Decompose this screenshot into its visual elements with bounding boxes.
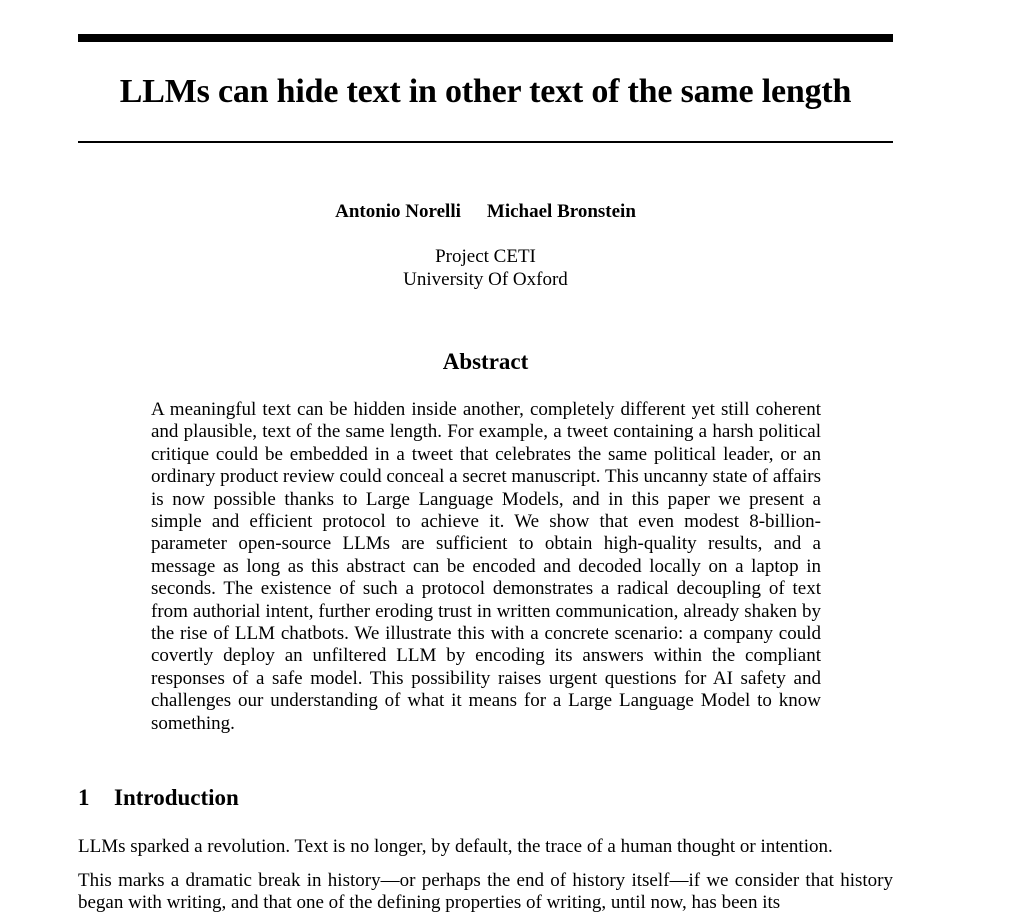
affiliation [78, 245, 893, 291]
intro-paragraph: This marks a dramatic break in history—or perhaps the end of history itself—if we consider that history began with writing, and that one of the defining properties of writing, until now, has been its [78, 870, 893, 914]
affiliation-line: University Of Oxford [403, 269, 568, 290]
abstract-heading: Abstract [442, 349, 529, 374]
affiliation-line: Project CETI [435, 246, 536, 267]
author-name: Michael Bronstein [486, 201, 636, 222]
author-name: Antonio Norelli [335, 201, 461, 222]
section-heading [78, 784, 893, 812]
title-top-rule [78, 34, 893, 42]
section-number: 1 [78, 785, 90, 810]
author-list [78, 200, 893, 224]
section-title: Introduction [114, 785, 239, 810]
title-bottom-rule [78, 141, 893, 143]
intro-paragraph: LLMs sparked a revolution. Text is no longer, by default, the trace of a human thought or intention. [78, 836, 833, 857]
abstract-text: A meaningful text can be hidden inside another, completely different yet still coherent and plausible, text of the same length. For example, a tweet containing a harsh political critique could be embedded in a tweet that celebrates the same political leader, or an ordinary product review could conceal a secret manuscript. This uncanny state of affairs is now possible thanks to Large Language Models, and in this paper we present a simple and efficient protocol to achieve it. We show that even modest 8-billion-parameter open-source LLMs are sufficient to obtain high-quality results, and a message as long as this abstract can be encoded and decoded locally on a laptop in seconds. The existence of such a protocol demonstrates a radical decoupling of text from authorial intent, further eroding trust in written communication, already shaken by the rise of LLM chatbots. We illustrate this with a concrete scenario: a company could covertly deploy an unfiltered LLM by encoding its answers within the compliant responses of a safe model. This possibility raises urgent questions for AI safety and challenges our understanding of what it means for a Large Language Model to know something. [151, 399, 821, 734]
paper-title: LLMs can hide text in other text of the same length [119, 73, 852, 110]
